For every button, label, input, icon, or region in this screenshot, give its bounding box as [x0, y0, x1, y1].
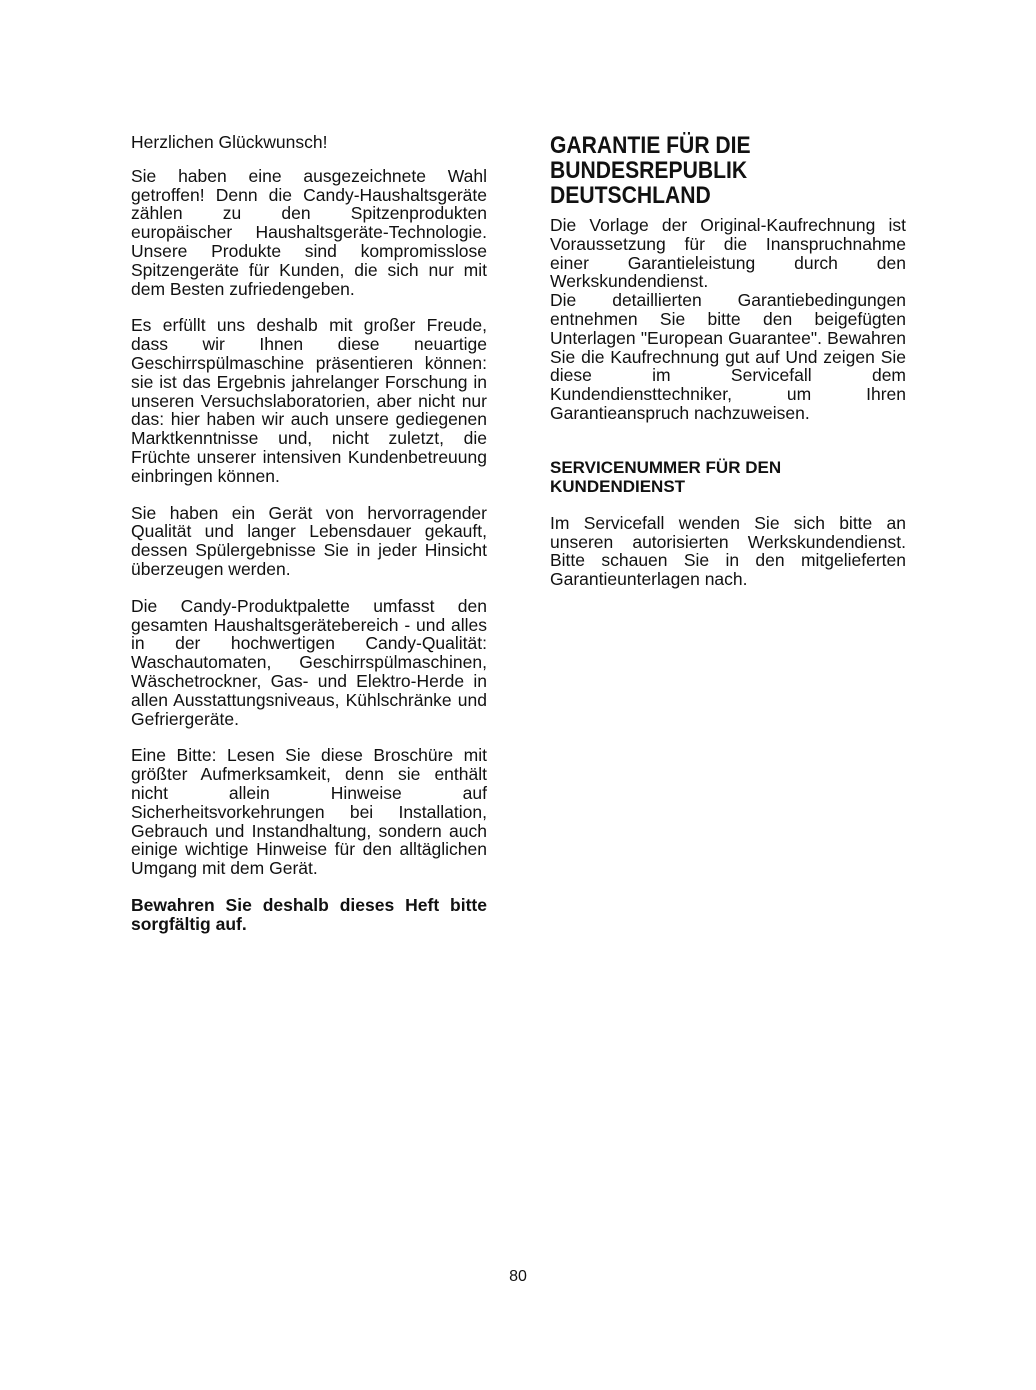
service-heading-line-2: KUNDENDIENST — [550, 476, 686, 496]
quality-paragraph: Sie haben ein Gerät von hervorragender Qualität und langer Lebensdauer gekauft, dessen Spülergebnisse Sie in jeder Hinsicht überzeugen werden. — [131, 502, 487, 579]
right-column — [550, 133, 906, 589]
guarantee-heading-line-3: DEUTSCHLAND — [550, 182, 711, 209]
guarantee-heading — [550, 133, 863, 208]
left-column — [131, 133, 487, 933]
service-text: Im Servicefall wenden Sie sich bitte an unseren autorisierten Werkskundendienst. Bitte schauen Sie in den mitgelieferten Garantieunterlagen nach. — [550, 512, 906, 590]
product-paragraph: Es erfüllt uns deshalb mit großer Freude, dass wir Ihnen diese neuartige Geschirrspülmaschine präsentieren können: sie ist das Ergebnis jahrelanger Forschung in unseren Versuchslaboratorien, aber nicht nur das: hier haben wir auch unsere gediegenen Marktkenntnisse und, nicht zuletzt, die Früchte unserer intensiven Kundenbetreuung einbringen können. — [131, 315, 487, 486]
guarantee-text-2: Die detaillierten Garantiebedingungen entnehmen Sie bitte den beigefügten Unterlagen "European Guarantee". Bewahren Sie die Kaufrechnung gut auf Und zeigen Sie diese im Servicefall dem Kundendiensttechniker, um Ihren Garantieanspruch nachzuweisen. — [550, 290, 906, 423]
service-heading — [550, 458, 906, 496]
page-number: 80 — [509, 1268, 527, 1285]
request-paragraph: Eine Bitte: Lesen Sie diese Broschüre mit größter Aufmerksamkeit, denn sie enthält nicht allein Hinweise auf Sicherheitsvorkehrungen bei Installation, Gebrauch und Instandhaltung, sondern auch einige wichtige Hinweise für den alltäglichen Umgang mit dem Gerät. — [131, 745, 487, 879]
intro-paragraph: Sie haben eine ausgezeichnete Wahl getroffen! Denn die Candy-Haushaltsgeräte zählen zu den Spitzenprodukten europäischer Haushaltsgeräte-Technologie. Unsere Produkte sind kompromisslose Spitzengeräte für Kunden, die sich nur mit dem Besten zufriedengeben. — [131, 165, 487, 299]
service-heading-line-1: SERVICENUMMER FÜR DEN — [550, 457, 782, 477]
greeting: Herzlichen Glückwunsch! — [131, 132, 328, 152]
guarantee-heading-line-2: BUNDESREPUBLIK — [550, 157, 748, 184]
guarantee-text: Die Vorlage der Original-Kaufrechnung ist Voraussetzung für die Inanspruchnahme einer Garantieleistung durch den Werkskundendienst. — [550, 215, 906, 292]
guarantee-heading-line-1: GARANTIE FÜR DIE — [550, 132, 751, 159]
keep-booklet-note: Bewahren Sie deshalb dieses Heft bitte sorgfältig auf. — [131, 894, 487, 934]
product-range-paragraph: Die Candy-Produktpalette umfasst den gesamten Haushaltsgerätebereich - und alles in der hochwertigen Candy-Qualität: Waschautomaten, Geschirrspülmaschinen, Wäschetrockner, Gas- und Elektro-Herde in allen Ausstattungsniveaus, Kühlschränke und Gefriergeräte. — [131, 595, 487, 729]
